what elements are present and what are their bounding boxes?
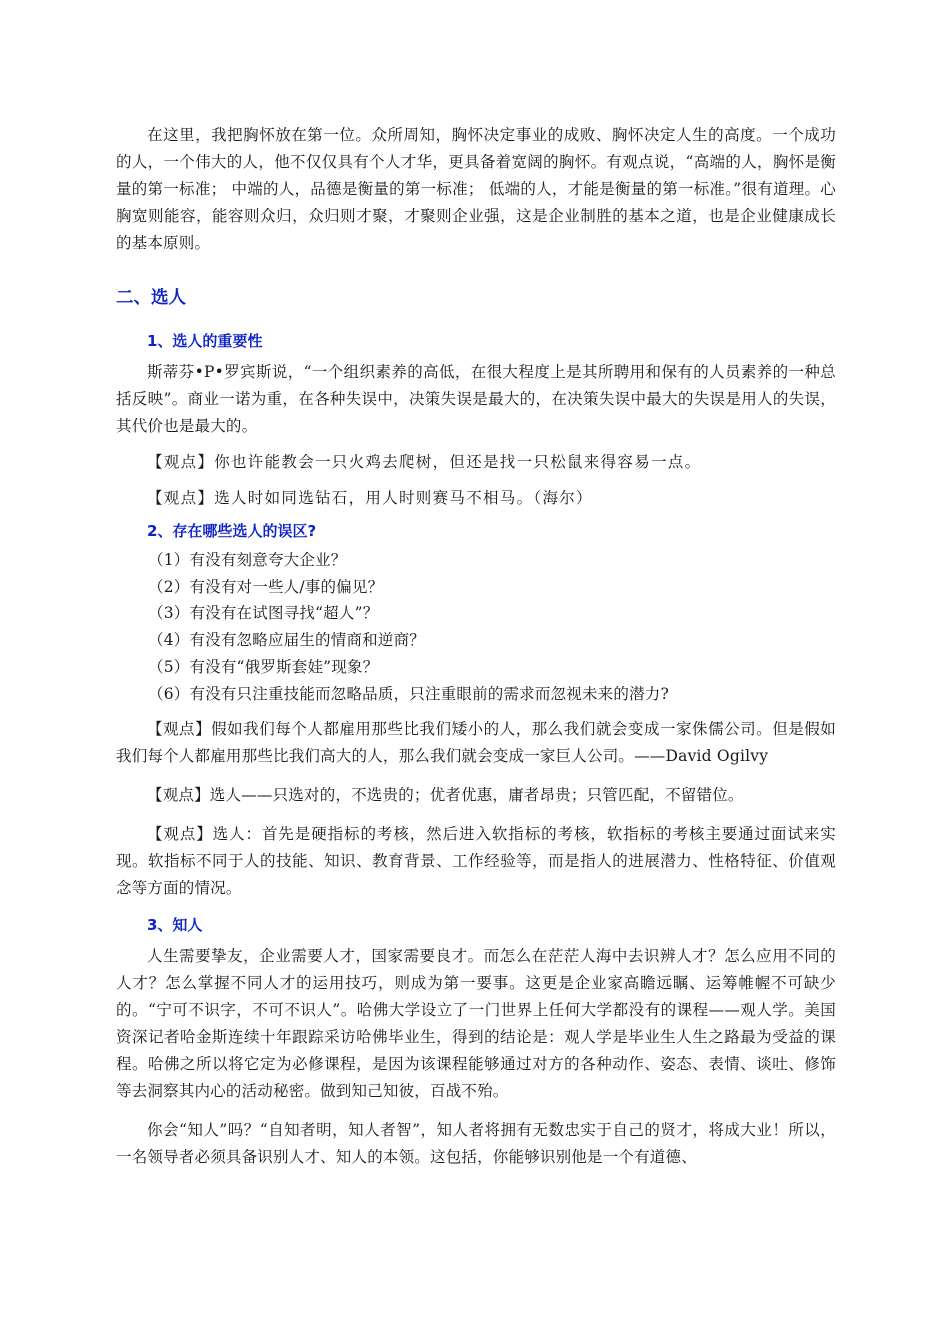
subheading-misconceptions: 2、存在哪些选人的误区? <box>147 522 317 540</box>
misconception-list <box>116 547 836 707</box>
document-body <box>116 122 836 1171</box>
know-people-paragraph-2: 你会“知人”吗？“自知者明，知人者智”，知人者将拥有无数忠实于自己的贤才，将成大业！所以，一名领导者必须具备识别人才、知人的本领。这包括，你能够识别他是一个有道德、 <box>116 1121 836 1167</box>
viewpoint-ogilvy: 【观点】假如我们每个人都雇用那些比我们矮小的人，那么我们就会变成一家侏儒公司。但是假如我们每个人都雇用那些比我们高大的人，那么我们就会变成一家巨人公司。——David Ogilvy <box>116 720 836 766</box>
section-heading-select-people: 二、选人 <box>116 288 186 308</box>
viewpoint-turkey: 【观点】你也许能教会一只火鸡去爬树，但还是找一只松鼠来得容易一点。 <box>147 453 702 471</box>
know-people-paragraph-1: 人生需要挚友，企业需要人才，国家需要良才。而怎么在茫茫人海中去识辨人才？怎么应用不同的人才？怎么掌握不同人才的运用技巧，则成为第一要事。这更是企业家高瞻远瞩、运筹帷幄不可缺少的。“宁可不识字，不可不识人”。哈佛大学设立了一门世界上任何大学都没有的课程——观人学。美国资深记者哈金斯连续十年跟踪采访哈佛毕业生，得到的结论是：观人学是毕业生人生之路最为受益的课程。哈佛之所以将它定为必修课程，是因为该课程能够通过对方的各种动作、姿态、表情、谈吐、修饰等去洞察其内心的活动秘密。做到知己知彼，百战不殆。 <box>116 947 836 1101</box>
list-item: （1）有没有刻意夸大企业？ <box>148 551 347 569</box>
importance-paragraph: 斯蒂芬•P•罗宾斯说，“一个组织素养的高低，在很大程度上是其所聘用和保有的人员素养的一种总括反映”。商业一诺为重，在各种失误中，决策失误是最大的，在决策失误中最大的失误是用人的失误，其代价也是最大的。 <box>116 363 836 435</box>
list-item: （3）有没有在试图寻找“超人”？ <box>148 604 379 623</box>
list-item: （6）有没有只注重技能而忽略品质，只注重眼前的需求而忽视未来的潜力? <box>148 684 669 703</box>
list-item: （5）有没有“俄罗斯套娃”现象？ <box>148 657 379 676</box>
viewpoint-hard-soft: 【观点】选人：首先是硬指标的考核，然后进入软指标的考核，软指标的考核主要通过面试来实现。软指标不同于人的技能、知识、教育背景、工作经验等，而是指人的进展潜力、性格特征、价值观念等方面的情况。 <box>116 825 836 898</box>
subheading-know-people: 3、知人 <box>147 916 203 935</box>
list-item: （4）有没有忽略应届生的情商和逆商？ <box>148 631 425 650</box>
viewpoint-match: 【观点】选人——只选对的，不选贵的；优者优惠，庸者昂贵；只管匹配，不留错位。 <box>147 786 744 805</box>
list-item: （2）有没有对一些人/事的偏见？ <box>148 577 384 596</box>
intro-paragraph: 在这里，我把胸怀放在第一位。众所周知，胸怀决定事业的成败、胸怀决定人生的高度。一个成功的人，一个伟大的人，他不仅仅具有个人才华，更具备着宽阔的胸怀。有观点说，“高端的人，胸怀是衡量的第一标准； 中端的人，品德是衡量的第一标准； 低端的人，才能是衡量的第一标准。”很有道理。心胸宽则能容，能容则众归，众归则才聚，才聚则企业强，这是企业制胜的基本之道，也是企业健康成长的基本原则。 <box>116 126 836 252</box>
subheading-importance: 1、选人的重要性 <box>147 332 263 350</box>
viewpoint-diamond: 【观点】选人时如同选钻石，用人时则赛马不相马。（海尔） <box>147 489 593 507</box>
